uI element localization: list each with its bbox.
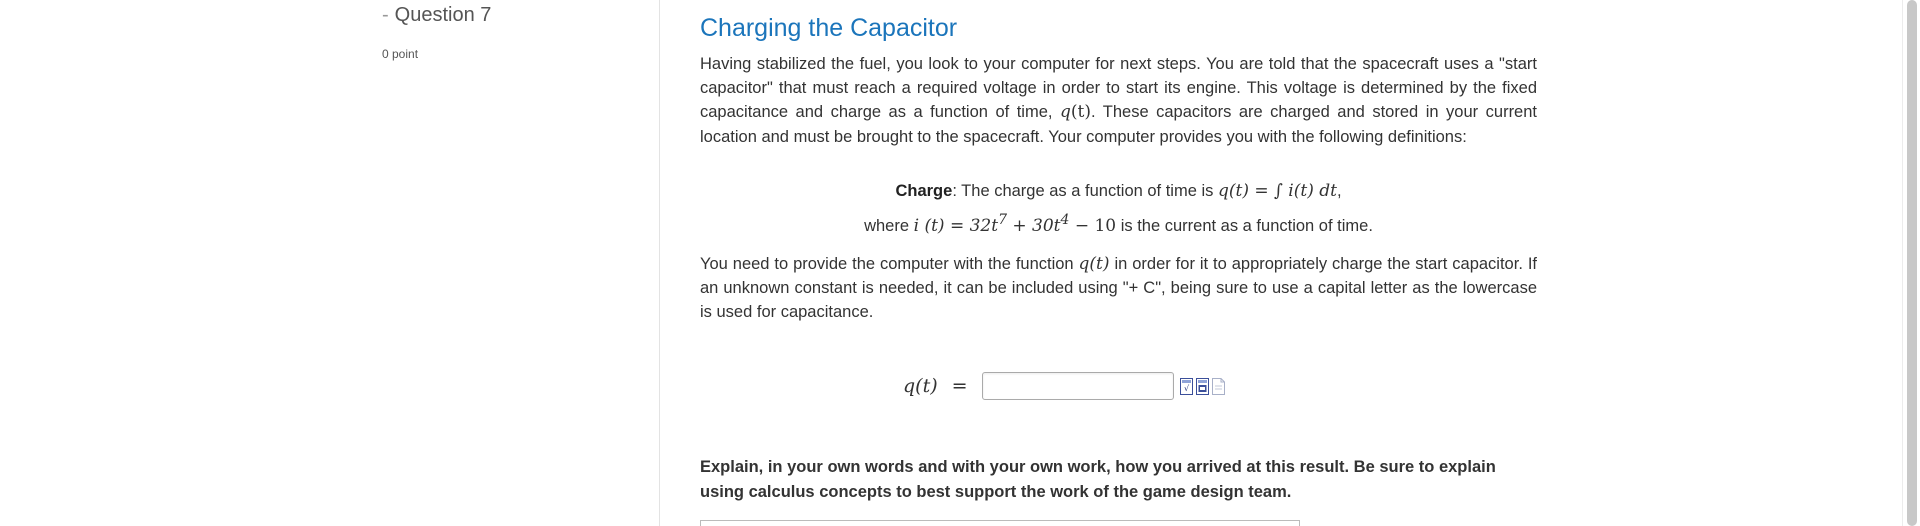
charge-formula: q(t) = ∫ i(t) dt <box>1218 181 1337 201</box>
question-points: 0 point <box>382 47 419 61</box>
intro-text-2: . These capacitors are charged and stored in your current location and must be brought to the spacecraft. Your computer provides you with the following definitions: <box>700 103 1537 146</box>
answer-input[interactable] <box>982 372 1174 400</box>
scrollbar-thumb[interactable] <box>1907 0 1917 526</box>
para2-math: q(t) <box>1078 254 1110 274</box>
equation-editor-icon[interactable] <box>1180 378 1193 395</box>
current-lhs: i (t) = 32t <box>913 216 999 236</box>
para2-text-1: You need to provide the computer with the function <box>700 255 1074 273</box>
charge-text: : The charge as a function of time is <box>952 182 1214 200</box>
current-mid: + 30t <box>1006 216 1061 236</box>
intro-math-t: (t) <box>1070 102 1091 123</box>
question-title: Charging the Capacitor <box>700 14 958 42</box>
where-text: where <box>864 217 910 235</box>
question-sidebar <box>0 0 660 526</box>
question-label: Question 7 <box>394 4 492 26</box>
document-icon[interactable] <box>1212 378 1225 395</box>
collapse-dash[interactable]: - <box>382 4 389 26</box>
answer-label: q(t) <box>903 375 938 397</box>
instruction-paragraph <box>700 252 1537 325</box>
answer-row <box>903 370 1225 402</box>
current-definition <box>700 212 1537 236</box>
para2-text-2: in order for it to appropriately charge the start capacitor. If an unknown constant is needed, it can be included using "+ C", being sure to use a capital letter as the lowercase is used for capacitance. <box>700 255 1537 322</box>
current-text: is the current as a function of time. <box>1120 217 1373 235</box>
current-exp-1: 7 <box>998 212 1007 228</box>
question-header[interactable] <box>382 4 491 27</box>
answer-equals: = <box>951 375 968 397</box>
current-end: − 10 <box>1069 216 1117 236</box>
scrollbar[interactable] <box>1902 0 1920 526</box>
current-exp-2: 4 <box>1060 212 1070 228</box>
answer-tools <box>1180 378 1225 395</box>
preview-icon[interactable] <box>1196 378 1209 395</box>
intro-text-1: Having stabilized the fuel, you look to your computer for next steps. You are told that the spacecraft uses a "start capacitor" that must reach a required voltage in order to start its engine. This voltage is determined by the fixed capacitance and charge as a function of time, <box>700 55 1537 122</box>
current-formula <box>913 212 1117 236</box>
intro-paragraph <box>700 52 1537 149</box>
charge-comma: , <box>1336 182 1342 200</box>
question-content <box>700 0 1538 526</box>
charge-definition <box>700 181 1537 201</box>
svg-text:√: √ <box>1183 383 1189 393</box>
explain-prompt: Explain, in your own words and with your own work, how you arrived at this result. Be sure to explain using calculus concepts to best support the work of the game design team. <box>700 458 1496 501</box>
charge-label: Charge <box>895 182 953 200</box>
intro-math-q: q <box>1059 102 1071 123</box>
explanation-textarea[interactable] <box>700 520 1300 526</box>
